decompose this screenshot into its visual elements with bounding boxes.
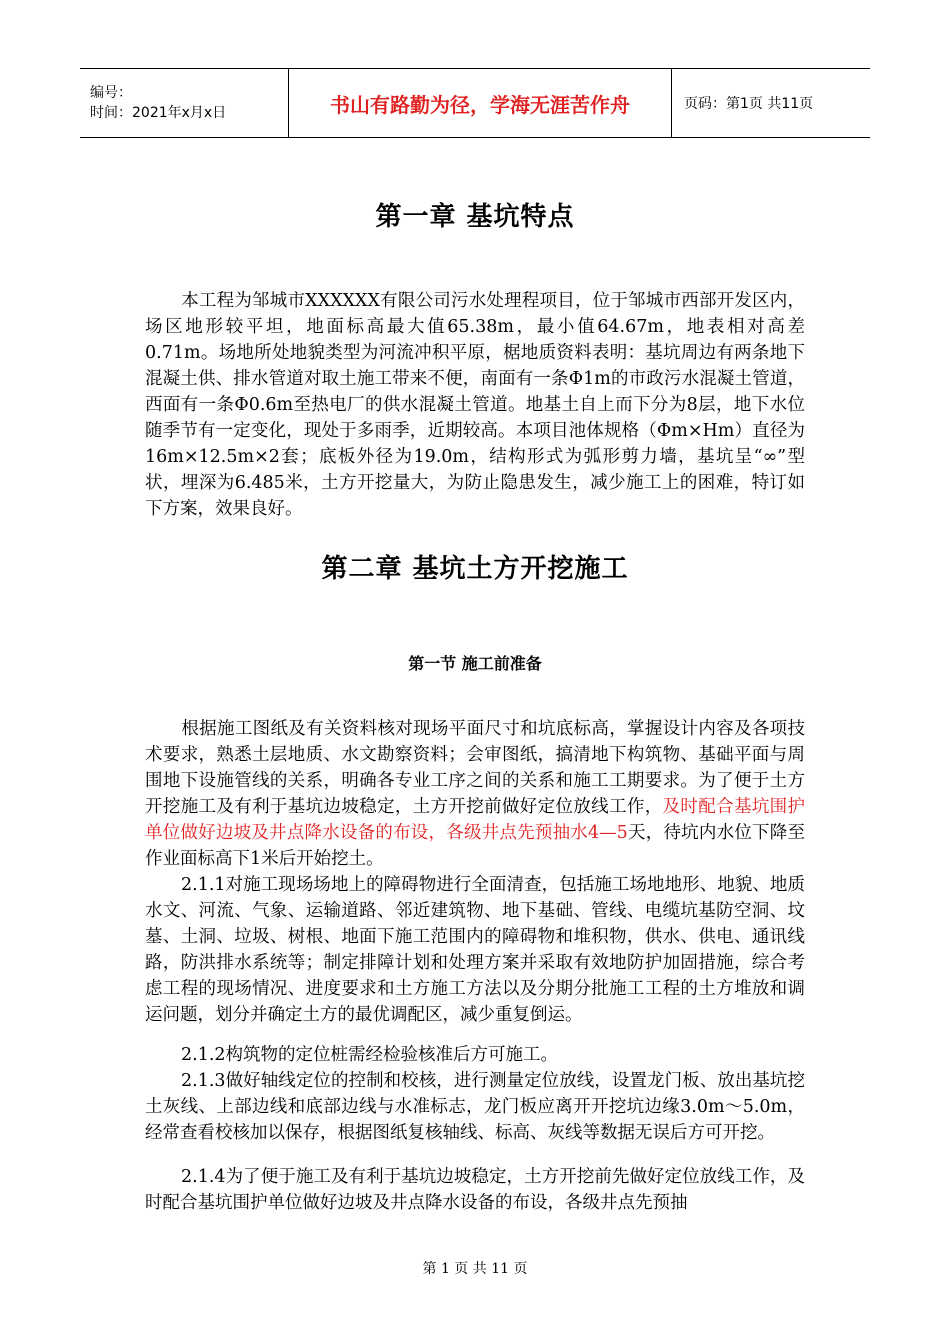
item-2-1-2 <box>145 1042 805 1068</box>
header-page-cell <box>672 69 870 137</box>
item-2-1-4-text: 2.1.4为了便于施工及有利于基坑边坡稳定，土方开挖前先做好定位放线工作，及时配合基坑围护单位做好边坡及井点降水设备的布设，各级井点先预抽 <box>145 1167 805 1213</box>
page-number-label: 页码：第1页 共11页 <box>684 96 814 112</box>
item-2-1-3-text: 2.1.3做好轴线定位的控制和校核，进行测量定位放线，设置龙门板、放出基坑挖土灰线、上部边线和底部边线与水准标志，龙门板应离开开挖坑边缘3.0m～5.0m，经常查看校核加以保存，根据图纸复核轴线、标高、灰线等数据无误后方可开挖。 <box>145 1071 805 1143</box>
page-footer: 第 1 页 共 11 页 <box>422 1261 528 1277</box>
document-number-label: 编号： <box>90 85 132 101</box>
header-meta <box>80 69 288 137</box>
chapter1-title: 第一章 基坑特点 <box>375 202 575 232</box>
item-2-1-1 <box>145 872 805 1028</box>
item-2-1-4 <box>145 1164 805 1216</box>
header-motto: 书山有路勤为径，学海无涯苦作舟 <box>330 92 630 117</box>
section1-paragraph-tail: 天，待坑内水位下降至作业面标高下1米后开始挖土。 <box>145 823 805 869</box>
section1-paragraph <box>145 716 805 872</box>
header-motto-cell <box>288 69 672 137</box>
item-2-1-1-text: 2.1.1对施工现场场地上的障碍物进行全面清查，包括施工场地地形、地貌、地质水文、河流、气象、运输道路、邻近建筑物、地下基础、管线、电缆坑基防空洞、坟墓、土洞、垃圾、树根、地面下施工范围内的障碍物和堆积物，供水、供电、通讯线路，防洪排水系统等；制定排障计划和处理方案并采取有效地防护加固措施，综合考虑工程的现场情况、进度要求和土方施工方法以及分期分批施工工程的土方堆放和调运问题，划分并确定土方的最优调配区，减少重复倒运。 <box>145 875 805 1025</box>
section1-title: 第一节 施工前准备 <box>408 654 542 673</box>
highlighted-text: 及时配合基坑围护单位做好边坡及井点降水设备的布设，各级井点先预抽水4—5 <box>145 797 806 843</box>
section1-paragraph-text: 根据施工图纸及有关资料核对现场平面尺寸和坑底标高，掌握设计内容及各项技术要求，熟悉土层地质、水文勘察资料；会审图纸，搞清地下构筑物、基础平面与周围地下设施管线的关系，明确各专业工序之间的关系和施工工期要求。为了便于土方开挖施工及有利于基坑边坡稳定，土方开挖前做好定位放线工作， <box>145 719 805 817</box>
document-header <box>80 68 870 138</box>
document-time-label: 时间：2021年x月x日 <box>90 105 227 121</box>
item-2-1-3 <box>145 1068 805 1146</box>
chapter1-paragraph <box>145 288 805 522</box>
chapter1-paragraph-text: 本工程为邹城市XXXXXX有限公司污水处理程项目，位于邹城市西部开发区内，场区地形较平坦，地面标高最大值65.38m，最小值64.67m，地表相对高差0.71m。场地所处地貌类型为河流冲积平原，椐地质资料表明：基坑周边有两条地下混凝土供、排水管道对取土施工带来不便，南面有一条Φ1m的市政污水混凝土管道，西面有一条Φ0.6m至热电厂的供水混凝土管道。地基土自上而下分为8层，地下水位随季节有一定变化，现处于多雨季，近期较高。本项目池体规格（Φm×Hm）直径为16m×12.5m×2套；底板外径为19.0m，结构形式为弧形剪力墙，基坑呈“∞”型状，埋深为6.485米，土方开挖量大，为防止隐患发生，减少施工上的困难，特订如下方案，效果良好。 <box>145 291 805 519</box>
item-2-1-2-text: 2.1.2构筑物的定位桩需经检验核准后方可施工。 <box>181 1045 559 1065</box>
chapter2-title: 第二章 基坑土方开挖施工 <box>321 554 629 584</box>
